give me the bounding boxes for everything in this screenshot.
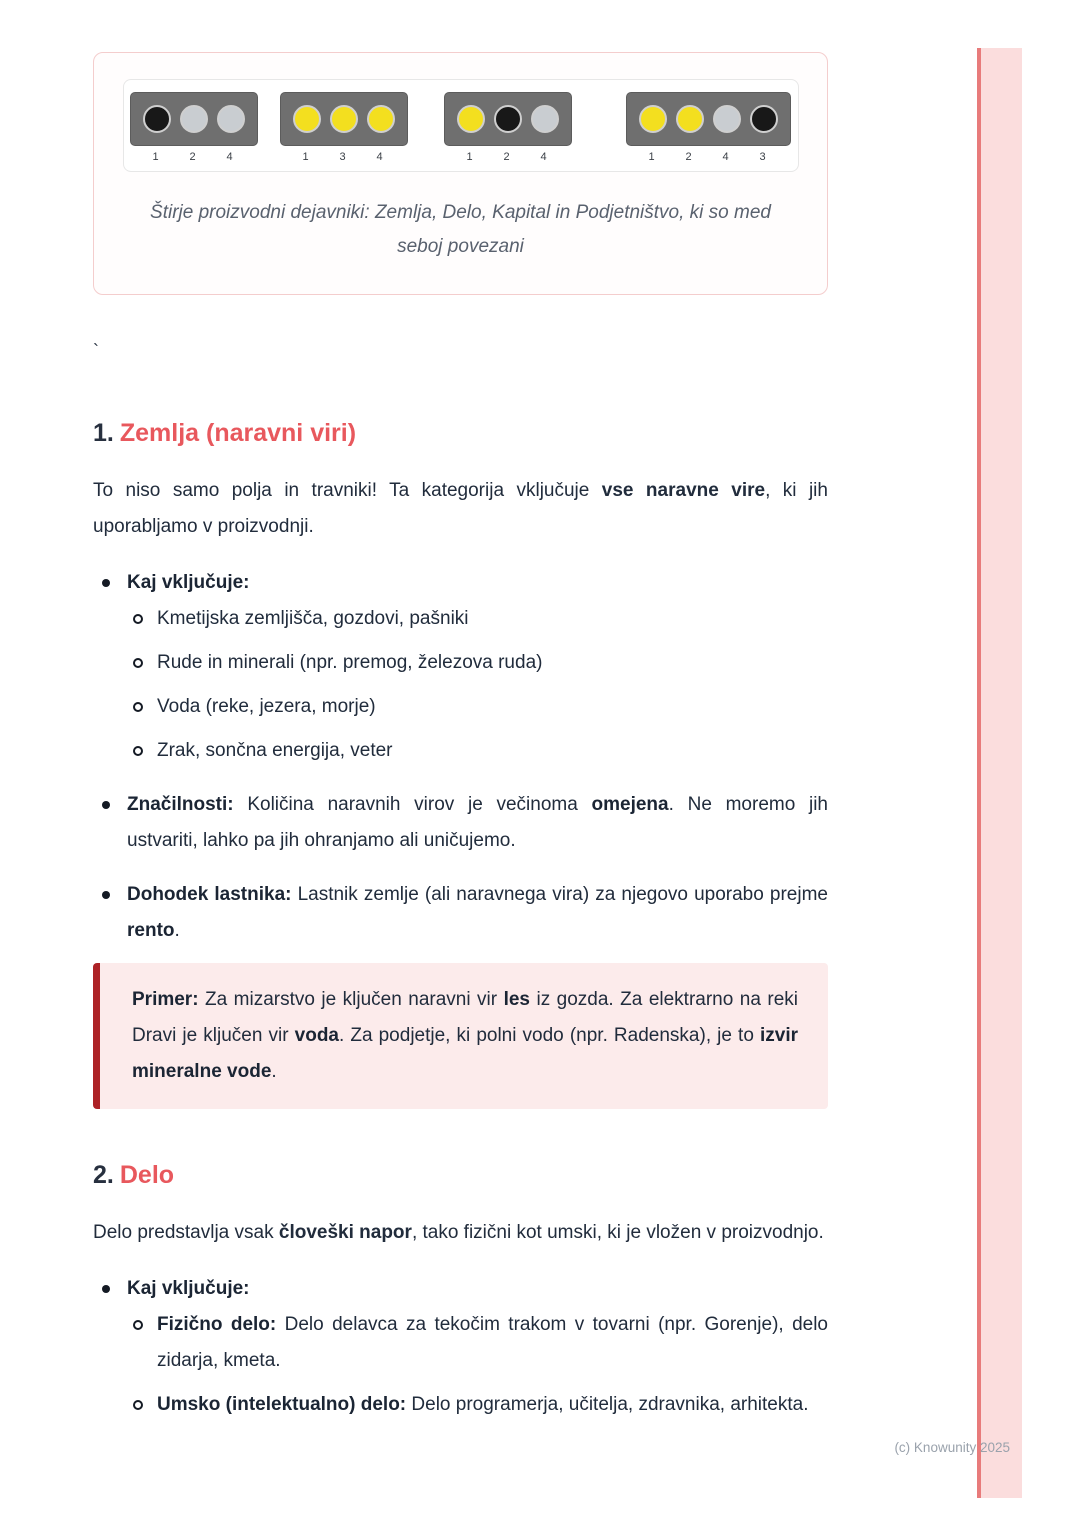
light-number: 1	[152, 151, 159, 163]
light-number: 1	[302, 151, 309, 163]
text-segment: .	[174, 920, 180, 941]
gray-light-icon	[531, 105, 559, 133]
traffic-lights-row	[130, 92, 792, 163]
bold-text-segment: Kaj vključuje:	[127, 1278, 250, 1299]
light-number-row	[280, 146, 408, 163]
text-segment: iz gozda. Za elektrarno na reki Dravi je ključen vir	[132, 989, 798, 1046]
figure-card	[93, 52, 828, 295]
sublist	[127, 1307, 828, 1423]
sublist-item-text	[157, 1387, 828, 1423]
bold-text-segment: Fizično delo:	[157, 1314, 277, 1335]
black-light-icon	[494, 105, 522, 133]
bold-text-segment: Kaj vključuje:	[127, 572, 250, 593]
yellow-light-icon	[457, 105, 485, 133]
text-segment: Lastnik zemlje (ali naravnega vira) za njegovo uporabo prejme	[291, 884, 828, 905]
section-2-list	[93, 1271, 828, 1423]
heading-number: 2.	[93, 1161, 114, 1189]
bold-text-segment: človeški napor	[278, 1222, 412, 1243]
light-number: 4	[722, 151, 729, 163]
yellow-light-icon	[676, 105, 704, 133]
bold-text-segment: vse naravne vire	[601, 480, 766, 501]
traffic-light-4	[626, 92, 791, 163]
callout-text	[132, 982, 798, 1090]
traffic-light-housing	[626, 92, 791, 146]
light-number: 3	[339, 151, 346, 163]
text-segment: . Za podjetje, ki polni vodo (npr. Radenska), je to	[339, 1025, 760, 1046]
list-item-kaj-vkljucuje-2	[93, 1271, 828, 1423]
bold-text-segment: voda	[294, 1025, 339, 1046]
page-edge-ribbon	[977, 48, 1022, 1498]
bold-text-segment: rento	[127, 920, 175, 941]
bold-text-segment: Značilnosti:	[127, 794, 234, 815]
text-segment: Za mizarstvo je ključen naravni vir	[198, 989, 504, 1010]
sublist-item	[127, 645, 828, 681]
bold-text-segment: Primer:	[132, 989, 199, 1010]
black-light-icon	[143, 105, 171, 133]
section-1-intro	[93, 473, 828, 545]
yellow-light-icon	[639, 105, 667, 133]
bullet-dot-icon	[102, 801, 110, 809]
list-item-znacilnosti	[93, 787, 828, 859]
list-item-text	[127, 787, 828, 859]
light-number: 2	[189, 151, 196, 163]
sublist	[127, 601, 828, 769]
sublist-item-text: Kmetijska zemljišča, gozdovi, pašniki	[157, 608, 469, 629]
traffic-light-housing	[130, 92, 258, 146]
sublist-item-text: Zrak, sončna energija, veter	[157, 740, 393, 761]
light-number-row	[444, 146, 572, 163]
traffic-lights-figure	[123, 79, 799, 172]
bold-text-segment: les	[503, 989, 530, 1010]
text-segment: Delo predstavlja vsak	[93, 1222, 279, 1243]
bold-text-segment: Umsko (intelektualno) delo:	[157, 1394, 407, 1415]
sublist-item-text: Rude in minerali (npr. premog, železova ruda)	[157, 652, 543, 673]
gray-light-icon	[217, 105, 245, 133]
content-column	[93, 0, 828, 1423]
bullet-dot-icon	[102, 579, 110, 587]
traffic-light-1	[130, 92, 258, 163]
list-item-text	[127, 565, 828, 601]
light-number: 2	[503, 151, 510, 163]
list-item-kaj-vkljucuje	[93, 565, 828, 769]
bullet-circle-icon	[133, 746, 143, 756]
traffic-light-3	[444, 92, 572, 163]
bullet-circle-icon	[133, 1400, 143, 1410]
section-2-intro	[93, 1215, 828, 1251]
bold-text-segment: omejena	[591, 794, 669, 815]
bullet-circle-icon	[133, 614, 143, 624]
text-segment: .	[271, 1061, 277, 1082]
heading-title: Delo	[119, 1161, 175, 1189]
sublist-item	[127, 1387, 828, 1423]
light-number-row	[130, 146, 258, 163]
text-segment: To niso samo polja in travniki! Ta kategorija vključuje	[93, 480, 602, 501]
sublist-item-text	[157, 1307, 828, 1379]
section-2-heading	[93, 1159, 828, 1191]
section-1-list	[93, 565, 828, 949]
text-segment: Delo delavca za tekočim trakom v tovarni (npr. Gorenje), delo zidarja, kmeta.	[157, 1314, 829, 1371]
text-segment: Delo programerja, učitelja, zdravnika, arhitekta.	[406, 1394, 809, 1415]
light-number: 2	[685, 151, 692, 163]
bullet-dot-icon	[102, 1285, 110, 1293]
copyright-note: (c) Knowunity 2025	[894, 1440, 1010, 1455]
light-number: 4	[226, 151, 233, 163]
bullet-circle-icon	[133, 1320, 143, 1330]
list-item-dohodek	[93, 877, 828, 949]
figure-caption: Štirje proizvodni dejavniki: Zemlja, Delo, Kapital in Podjetništvo, ki so med seboj povezani	[150, 202, 771, 257]
light-number-row	[626, 146, 791, 163]
sublist-item	[127, 689, 828, 725]
stray-backtick: `	[93, 341, 99, 361]
sublist-item	[127, 733, 828, 769]
traffic-light-2	[280, 92, 408, 163]
section-1-heading	[93, 417, 828, 449]
light-number: 4	[376, 151, 383, 163]
text-segment: , tako fizični kot umski, ki je vložen v proizvodnjo.	[411, 1222, 824, 1243]
bullet-dot-icon	[102, 891, 110, 899]
example-callout	[93, 963, 828, 1109]
bullet-circle-icon	[133, 702, 143, 712]
list-item-text	[127, 877, 828, 949]
light-number: 1	[466, 151, 473, 163]
text-segment: , ki jih uporabljamo v proizvodnji.	[93, 480, 828, 537]
traffic-light-housing	[444, 92, 572, 146]
black-light-icon	[750, 105, 778, 133]
light-number: 1	[648, 151, 655, 163]
sublist-item	[127, 1307, 828, 1379]
gray-light-icon	[180, 105, 208, 133]
yellow-light-icon	[330, 105, 358, 133]
yellow-light-icon	[293, 105, 321, 133]
gray-light-icon	[713, 105, 741, 133]
traffic-light-housing	[280, 92, 408, 146]
text-segment: Količina naravnih virov je večinoma	[233, 794, 592, 815]
text-segment: . Ne moremo jih ustvariti, lahko pa jih ohranjamo ali uničujemo.	[127, 794, 828, 851]
bullet-circle-icon	[133, 658, 143, 668]
light-number: 3	[759, 151, 766, 163]
bold-text-segment: Dohodek lastnika:	[127, 884, 292, 905]
bold-text-segment: izvir mineralne vode	[132, 1025, 798, 1082]
heading-number: 1.	[93, 419, 114, 447]
sublist-item	[127, 601, 828, 637]
sublist-item-text: Voda (reke, jezera, morje)	[157, 696, 376, 717]
light-number: 4	[540, 151, 547, 163]
list-item-text	[127, 1271, 828, 1307]
heading-title: Zemlja (naravni viri)	[119, 419, 357, 447]
yellow-light-icon	[367, 105, 395, 133]
